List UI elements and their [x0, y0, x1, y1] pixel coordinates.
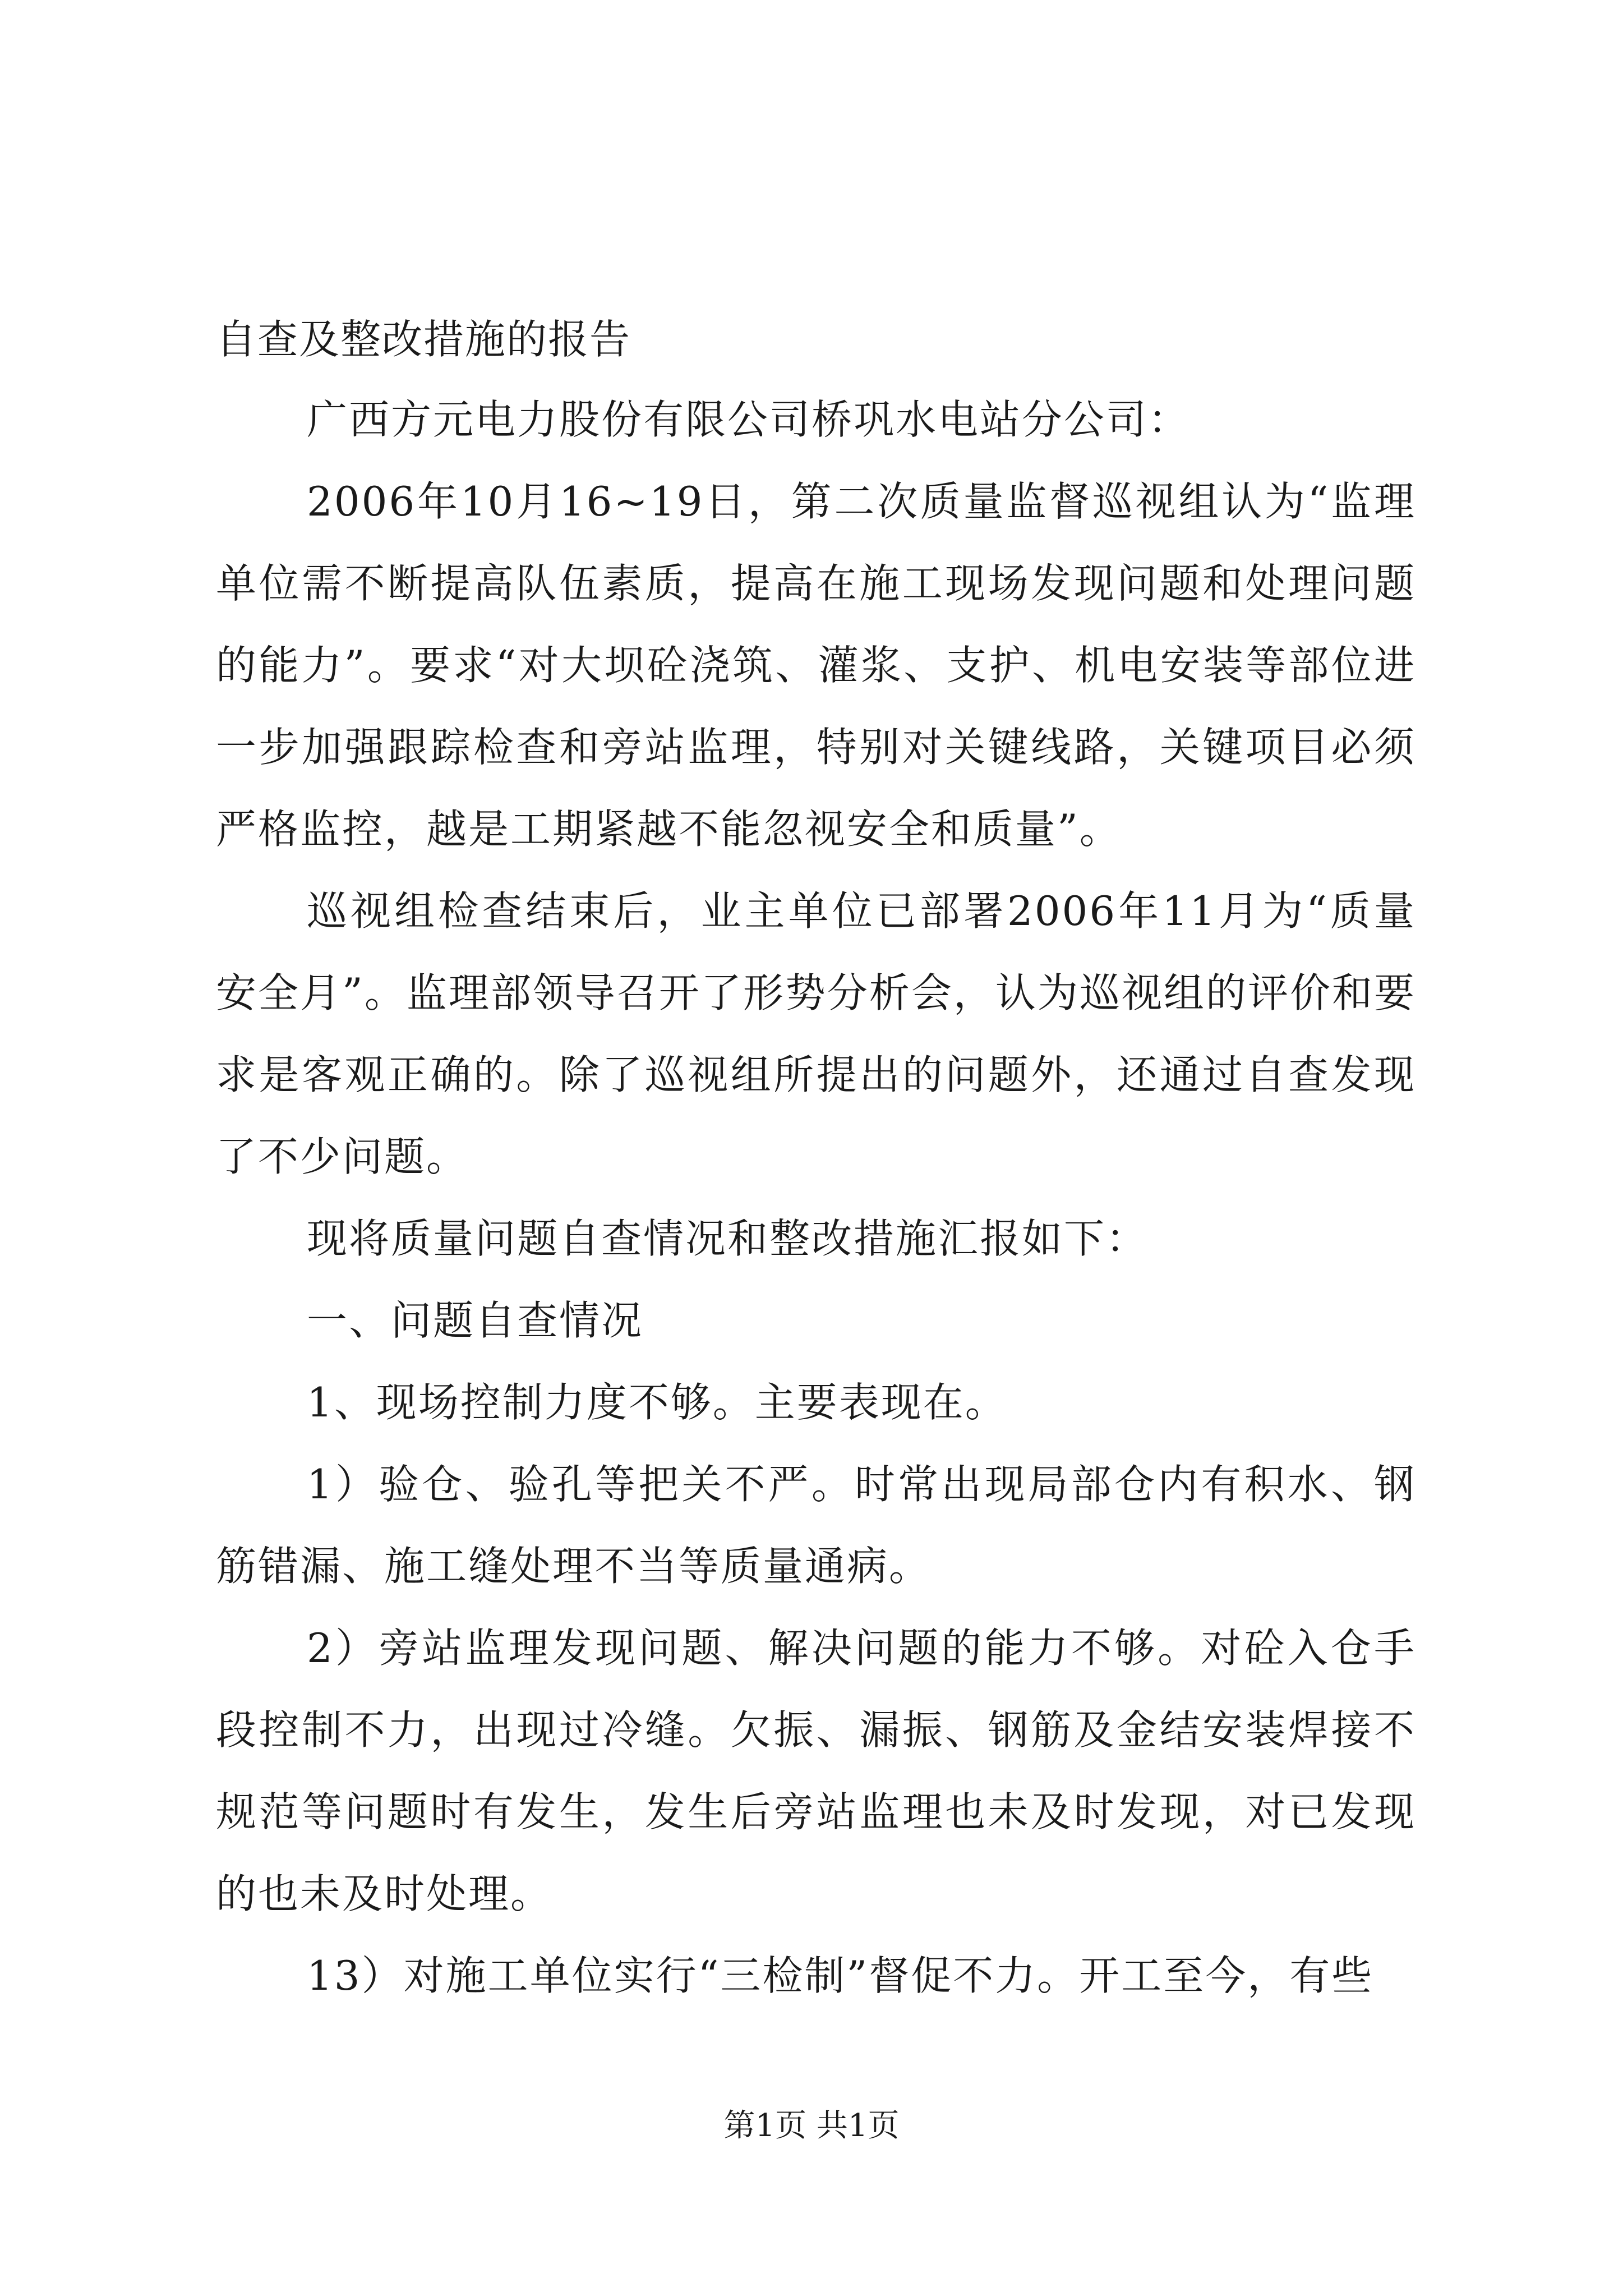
document-body [216, 300, 1416, 2017]
paragraph-subitem-13: 13）对施工单位实行“三检制”督促不力。开工至今，有些 [307, 1952, 1374, 1999]
paragraph-report-intro: 现将质量问题自查情况和整改措施汇报如下： [307, 1215, 1149, 1262]
section-heading-self-check: 一、问题自查情况 [307, 1297, 644, 1344]
page-footer: 第1页 共1页 [723, 2108, 900, 2144]
paragraph-subitem-2: 2）旁站监理发现问题、解决问题的能力不够。对砼入仓手段控制不力，出现过冷缝。欠振、漏振、钢筋及金结安装焊接不规范等问题时有发生，发生后旁站监理也未及时发现，对已发现的也未及时处理。 [216, 1625, 1416, 1917]
paragraph-subitem-1: 1）验仓、验孔等把关不严。时常出现局部仓内有积水、钢筋错漏、施工缝处理不当等质量通病。 [216, 1461, 1416, 1590]
paragraph-inspection-findings: 2006年10月16~19日，第二次质量监督巡视组认为“监理单位需不断提高队伍素质，提高在施工现场发现问题和处理问题的能力”。要求“对大坝砼浇筑、灌浆、支护、机电安装等部位进一步加强跟踪检查和旁站监理，特别对关键线路，关键项目必须严格监控，越是工期紧越不能忽视安全和质量”。 [216, 478, 1416, 853]
paragraph-addressee: 广西方元电力股份有限公司桥巩水电站分公司： [307, 396, 1191, 443]
paragraph-follow-up: 巡视组检查结束后，业主单位已部署2006年11月为“质量安全月”。监理部领导召开了形势分析会，认为巡视组的评价和要求是客观正确的。除了巡视组所提出的问题外，还通过自查发现了不少问题。 [216, 887, 1416, 1180]
document-title: 自查及整改措施的报告 [216, 316, 631, 363]
paragraph-item-1: 1、现场控制力度不够。主要表现在。 [307, 1379, 1007, 1426]
